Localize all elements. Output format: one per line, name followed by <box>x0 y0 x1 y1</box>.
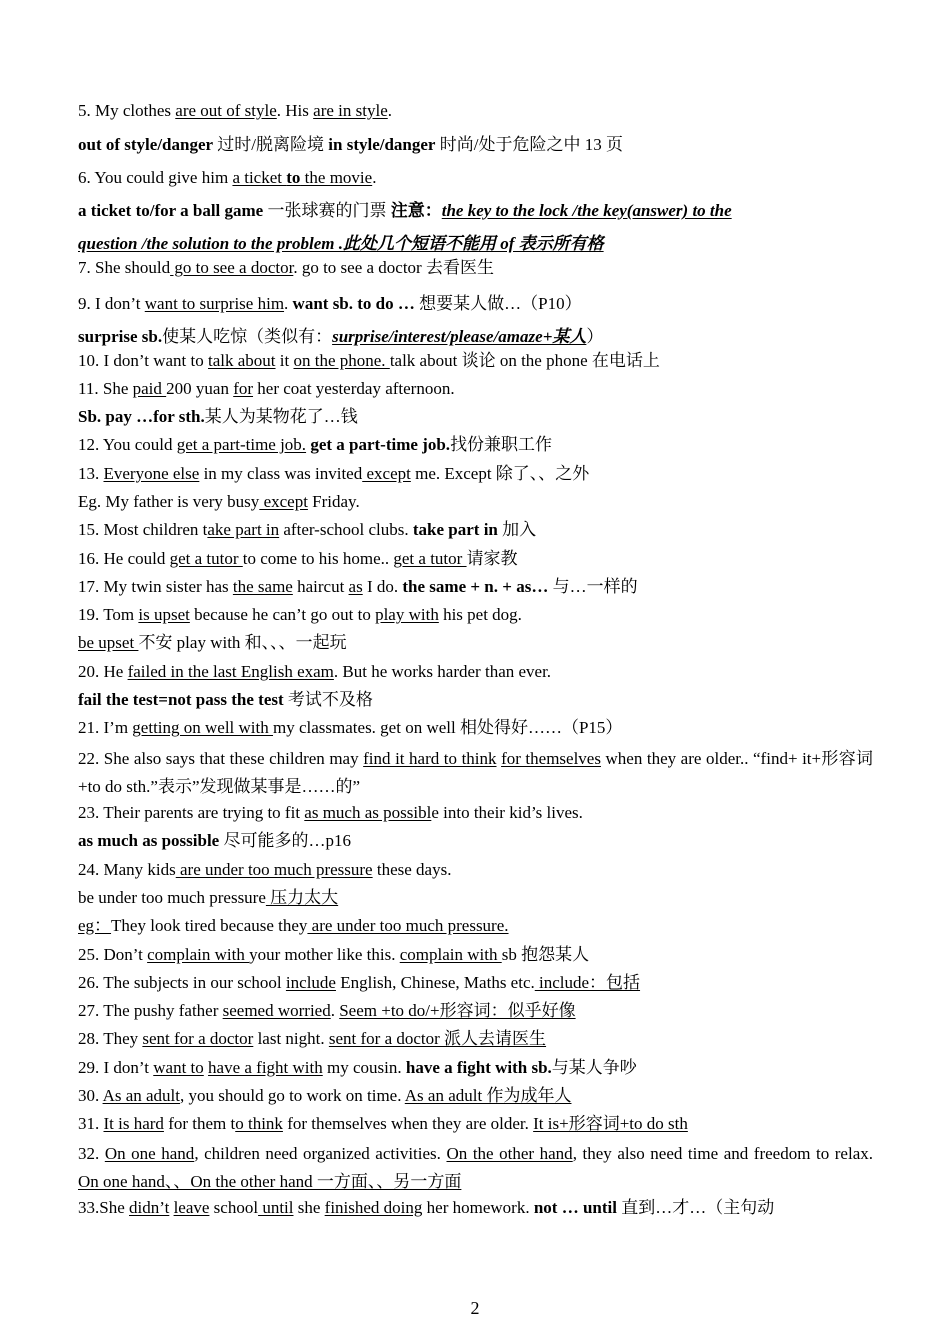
underlined-phrase: play with <box>375 605 439 624</box>
text-segment: 某人为某物花了…钱 <box>204 407 358 426</box>
underlined-phrase: are in style <box>313 101 388 120</box>
underlined-phrase: ake part in <box>207 520 280 539</box>
text-segment: ） <box>586 327 604 346</box>
text-segment: 时尚/处于危险之中 13 页 <box>435 135 623 154</box>
document-line-l5 <box>78 232 873 256</box>
text-segment: 过时/脱离险境 <box>213 135 329 154</box>
text-segment: 31. <box>78 1114 104 1133</box>
text-segment: 6. You could give him <box>78 168 233 187</box>
underlined-phrase: are out of style <box>175 101 277 120</box>
text-segment: 27. The pushy father <box>78 1001 223 1020</box>
underlined-phrase: want to surprise him <box>144 294 285 313</box>
text-segment: , they also need time and freedom to relax. <box>572 1144 873 1163</box>
text-segment: 26. The subjects in our school <box>78 973 286 992</box>
text-segment: me. Except 除了、、之外 <box>410 464 590 483</box>
underlined-phrase: didn’t <box>129 1198 170 1217</box>
underlined-phrase: find it hard to think <box>363 749 497 768</box>
underlined-phrase: on the phone. <box>293 351 390 370</box>
text-segment: 使某人吃惊（类似有： <box>162 327 333 346</box>
text-segment: 考试不及格 <box>283 690 373 709</box>
document-line-l22 <box>78 716 873 745</box>
text-segment: 想要某人做…（P10） <box>414 294 582 313</box>
text-segment: sb 抱怨某人 <box>501 945 590 964</box>
emphasized-text: fail the test=not pass the test <box>78 690 284 709</box>
text-segment: last night. <box>253 1029 329 1048</box>
text-segment: school <box>209 1198 259 1217</box>
text-segment: these days. <box>372 860 452 879</box>
text-segment: Eg. My father is very busy <box>78 492 260 511</box>
document-line-l25 <box>78 829 873 858</box>
document-body <box>78 99 873 1224</box>
text-segment: 16. He could <box>78 549 170 568</box>
text-segment: 32. <box>78 1144 105 1163</box>
text-segment: 13. <box>78 464 104 483</box>
document-line-l28 <box>78 914 873 943</box>
emphasized-text: surprise sb. <box>78 327 163 346</box>
underlined-phrase: are under too much pressure. <box>307 916 509 935</box>
underlined-phrase: complain with <box>147 945 250 964</box>
text-segment: English, Chinese, Maths etc. <box>335 973 535 992</box>
document-line-l17 <box>78 575 873 603</box>
underlined-phrase: get a part-time job. <box>176 435 307 454</box>
text-segment: for themselves when they are older. <box>282 1114 534 1133</box>
underlined-phrase: 压力太大 <box>265 888 339 907</box>
underlined-phrase: for <box>233 379 254 398</box>
text-segment: 30. <box>78 1086 103 1105</box>
underlined-phrase: go to see a doctor <box>170 258 294 277</box>
text-segment: 一张球赛的门票 <box>263 201 391 220</box>
underlined-phrase: the movie <box>300 168 373 187</box>
document-line-l32 <box>78 1027 873 1056</box>
document-line-l7 <box>78 292 873 325</box>
underlined-phrase: sent for a doctor 派人去请医生 <box>328 1029 547 1048</box>
document-line-l14 <box>78 490 873 518</box>
emphasized-text: have a fight with sb. <box>405 1058 552 1077</box>
underlined-phrase: finished doing <box>324 1198 423 1217</box>
text-segment: 15. Most children t <box>78 520 208 539</box>
underlined-phrase: On one hand、、On the other hand 一方面、、另一方面 <box>78 1172 462 1191</box>
emphasized-text: as much as possible <box>78 831 220 850</box>
text-segment: 20. He <box>78 662 128 681</box>
underlined-phrase: As an adult 作为成年人 <box>404 1086 572 1105</box>
emphasized-text: not … until <box>533 1198 617 1217</box>
page-number: 2 <box>470 1298 480 1318</box>
document-line-l19 <box>78 631 873 660</box>
text-segment: 10. I don’t want to <box>78 351 209 370</box>
text-segment: his pet dog. <box>438 605 522 624</box>
text-segment: Friday. <box>307 492 360 511</box>
underlined-phrase: get a tutor <box>169 549 243 568</box>
emphasized-text: 注意： <box>390 201 442 220</box>
text-segment: I do. <box>362 577 403 596</box>
document-line-l11 <box>78 405 873 433</box>
document-line-l30 <box>78 971 873 999</box>
text-segment: she <box>293 1198 325 1217</box>
emphasized-text: in style/danger <box>328 135 436 154</box>
document-line-l4 <box>78 199 873 232</box>
document-line-l21 <box>78 688 873 716</box>
document-line-l37 <box>78 1196 873 1224</box>
underlined-phrase: is upset <box>138 605 190 624</box>
text-segment: . go to see a doctor 去看医生 <box>293 258 494 277</box>
text-segment: 19. Tom <box>78 605 139 624</box>
text-segment: 25. Don’t <box>78 945 148 964</box>
emphasized-text: a ticket to/for a ball game <box>78 201 264 220</box>
document-line-l34 <box>78 1084 873 1112</box>
document-line-l3 <box>78 166 873 199</box>
text-segment: 7. She should <box>78 258 171 277</box>
document-line-l35 <box>78 1112 873 1140</box>
underlined-phrase: are under too much pressure <box>175 860 373 879</box>
text-segment: haircut <box>292 577 349 596</box>
underlined-phrase: On one hand <box>104 1144 195 1163</box>
text-segment: 17. My twin sister has <box>78 577 233 596</box>
underlined-phrase: It is hard <box>103 1114 164 1133</box>
text-segment: her coat yesterday afternoon. <box>253 379 455 398</box>
text-segment: , you should go to work on time. <box>180 1086 405 1105</box>
emphasized-text: want sb. to do … <box>292 294 415 313</box>
underlined-phrase: getting on well with <box>132 718 274 737</box>
text-segment: 28. They <box>78 1029 143 1048</box>
underlined-phrase: include：包括 <box>534 973 641 992</box>
underlined-phrase: As an adult <box>102 1086 180 1105</box>
text-segment: for them t <box>163 1114 236 1133</box>
text-segment: in my class was invited <box>199 464 363 483</box>
text-segment: 12. You could <box>78 435 177 454</box>
text-segment: talk about 谈论 on the phone 在电话上 <box>389 351 660 370</box>
text-segment: 与某人争吵 <box>551 1058 637 1077</box>
underlined-phrase: have a fight with <box>208 1058 323 1077</box>
text-segment: . <box>284 294 293 313</box>
underlined-phrase: leave <box>173 1198 210 1217</box>
document-line-l18 <box>78 603 873 631</box>
emphasized-text: take part in <box>412 520 498 539</box>
text-segment: 24. Many kids <box>78 860 176 879</box>
document-line-l15 <box>78 518 873 547</box>
text-segment: They look tired because they <box>111 916 308 935</box>
underlined-phrase: get a tutor <box>393 549 467 568</box>
underlined-phrase: surprise/interest/please/amaze+某人 <box>332 327 587 346</box>
text-segment: . His <box>276 101 314 120</box>
text-segment: 5. My clothes <box>78 101 176 120</box>
document-line-l13 <box>78 462 873 490</box>
underlined-phrase: to <box>286 168 301 187</box>
document-line-l24 <box>78 801 873 829</box>
text-segment: your mother like this. <box>249 945 400 964</box>
document-line-l10 <box>78 377 873 405</box>
underlined-phrase: except <box>259 492 308 511</box>
text-segment: 请家教 <box>466 549 518 568</box>
underlined-phrase: Seem +to do/+形容词：似乎好像 <box>339 1001 576 1020</box>
document-line-l1 <box>78 99 873 133</box>
underlined-phrase: o think <box>235 1114 283 1133</box>
text-segment: 23. Their parents are trying to fit <box>78 803 305 822</box>
underlined-phrase: as much as possibl <box>304 803 432 822</box>
underlined-phrase: failed in the last English exam <box>127 662 334 681</box>
text-segment: 33.She <box>78 1198 129 1217</box>
text-segment: 9. I don’t <box>78 294 145 313</box>
underlined-phrase: Everyone else <box>103 464 200 483</box>
text-segment: after-school clubs. <box>279 520 413 539</box>
text-segment: 找份兼职工作 <box>450 435 553 454</box>
document-line-l12 <box>78 433 873 462</box>
text-segment: . <box>372 168 377 187</box>
underlined-phrase: a ticket <box>232 168 287 187</box>
text-segment: it <box>275 351 294 370</box>
underlined-phrase: until <box>258 1198 294 1217</box>
document-line-l9 <box>78 349 873 377</box>
document-line-l29 <box>78 943 873 971</box>
document-line-l23 <box>78 745 873 801</box>
text-segment: 200 yuan <box>166 379 234 398</box>
document-line-l16 <box>78 547 873 575</box>
document-line-l36 <box>78 1140 873 1196</box>
underlined-phrase: question /the solution to the problem .此处几个短语不能用 of 表示所有格 <box>78 234 604 253</box>
text-segment: . <box>330 1001 340 1020</box>
text-segment: 直到…才…（主句动 <box>616 1198 775 1217</box>
text-segment: when they are older.. “find+ it+形容词+to do sth.”表示”发现做某事是……的” <box>78 749 873 796</box>
underlined-phrase: eg： <box>78 916 112 935</box>
underlined-phrase: paid <box>132 379 167 398</box>
emphasized-text: get a part-time job. <box>310 435 451 454</box>
document-line-l2 <box>78 133 873 166</box>
underlined-phrase: seemed worried <box>222 1001 331 1020</box>
text-segment: because he can’t go out to <box>189 605 376 624</box>
text-segment: 22. She also says that these children may <box>78 749 364 768</box>
underlined-phrase: On the other hand <box>446 1144 573 1163</box>
document-line-l8 <box>78 325 873 349</box>
text-segment: my cousin. <box>322 1058 406 1077</box>
text-segment: , children need organized activities. <box>194 1144 447 1163</box>
text-segment: 尽可能多的…p16 <box>219 831 351 850</box>
underlined-phrase: be upset <box>78 633 139 652</box>
underlined-phrase: as <box>348 577 363 596</box>
text-segment: . <box>387 101 392 120</box>
document-line-l33 <box>78 1056 873 1084</box>
underlined-phrase: sent for a doctor <box>142 1029 254 1048</box>
underlined-phrase: complain with <box>399 945 502 964</box>
emphasized-text: Sb. pay …for sth. <box>78 407 205 426</box>
underlined-phrase: It is+形容词+to do sth <box>533 1114 688 1133</box>
document-line-l27 <box>78 886 873 914</box>
text-segment: 29. I don’t <box>78 1058 154 1077</box>
text-segment: to come to his home.. <box>242 549 394 568</box>
underlined-phrase: the same <box>232 577 293 596</box>
underlined-phrase: want to <box>153 1058 204 1077</box>
text-segment: my classmates. get on well 相处得好……（P15） <box>273 718 623 737</box>
text-segment: e into their kid’s lives. <box>431 803 583 822</box>
text-segment: 不安 play with 和、、、一起玩 <box>138 633 347 652</box>
underlined-phrase: the key to the lock /the key(answer) to the <box>441 201 732 220</box>
text-segment: 加入 <box>497 520 537 539</box>
text-segment: . But he works harder than ever. <box>333 662 552 681</box>
document-line-l20 <box>78 660 873 688</box>
emphasized-text: out of style/danger <box>78 135 214 154</box>
document-line-l6 <box>78 256 873 292</box>
underlined-phrase: talk about <box>208 351 276 370</box>
text-segment: 21. I’m <box>78 718 133 737</box>
text-segment: be under too much pressure <box>78 888 266 907</box>
text-segment: 与…一样的 <box>548 577 638 596</box>
text-segment: 11. She <box>78 379 133 398</box>
emphasized-text: the same + n. + as… <box>402 577 549 596</box>
document-line-l31 <box>78 999 873 1027</box>
document-line-l26 <box>78 858 873 886</box>
underlined-phrase: include <box>285 973 336 992</box>
text-segment: her homework. <box>422 1198 534 1217</box>
underlined-phrase: for themselves <box>501 749 601 768</box>
underlined-phrase: except <box>362 464 411 483</box>
